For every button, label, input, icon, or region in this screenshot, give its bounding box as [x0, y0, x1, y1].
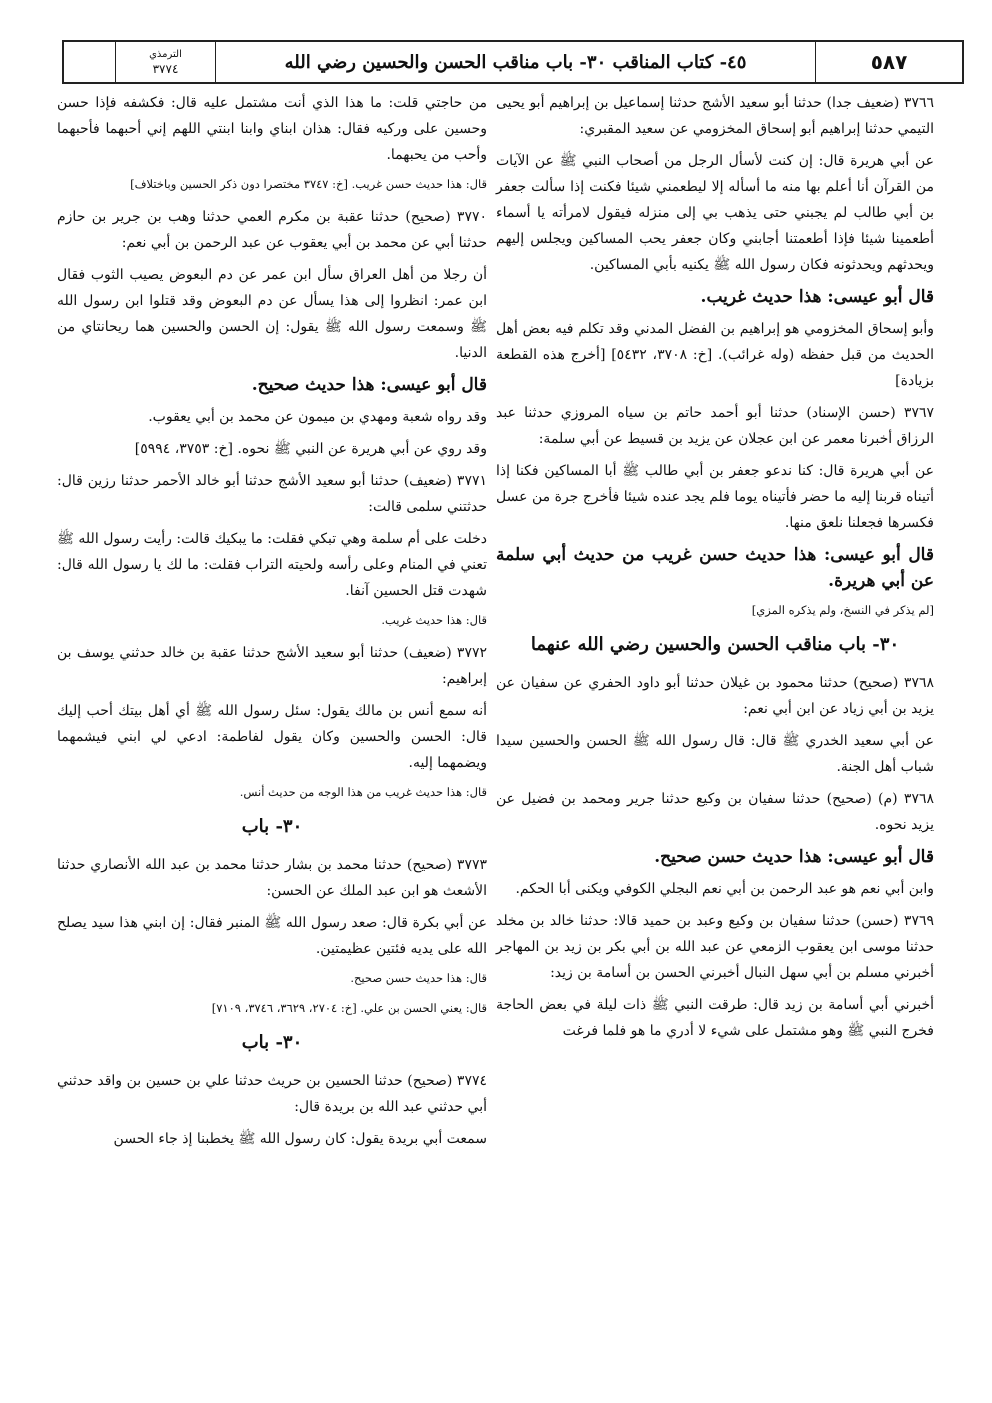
text-paragraph: وأبو إسحاق المخزومي هو إبراهيم بن الفضل المدني وقد تكلم فيه بعض أهل الحديث من قبل حفظه (وله غرائب). [خ: ٣٧٠٨، ٥٤٣٢] [أخرج هذه القطعة بزيادة]: [496, 321, 934, 389]
section-heading: ٣٠- باب: [241, 1032, 303, 1053]
grading-note: قال: يعني الحسن بن علي. [خ: ٢٧٠٤، ٣٦٢٩، ٣٧٤٦، ٧١٠٩]: [211, 1001, 487, 1015]
abu-isa-comment: قال أبو عيسى: هذا حديث غريب.: [700, 287, 934, 307]
text-paragraph: دخلت على أم سلمة وهي تبكي فقلت: ما يبكيك قالت: رأيت رسول الله ﷺ تعني في المنام وعلى رأسه ولحيته التراب فقلت: ما لك يا رسول الله قال: شهدت قتل الحسين آنفا.: [57, 531, 487, 599]
text-paragraph: وقد روي عن أبي هريرة عن النبي ﷺ نحوه. [خ: ٣٧٥٣، ٥٩٩٤]: [134, 441, 487, 457]
abu-isa-comment: قال أبو عيسى: هذا حديث حسن غريب من حديث أبي سلمة عن أبي هريرة.: [496, 545, 934, 591]
text-paragraph: ٣٧٦٩ (حسن) حدثنا سفيان بن وكيع وعبد بن حميد قالا: حدثنا خالد بن مخلد حدثنا موسى ابن يعقوب الزمعي عن عبد الله بن أبي بكر بن زيد بن المهاجر أخبرني مسلم بن أبي سهل النبال أخبرني الحسن بن أسامة بن زيد:: [496, 913, 934, 981]
header-chapter-title: ٤٥- كتاب المناقب ٣٠- باب مناقب الحسن والحسين رضي الله: [216, 42, 816, 82]
text-paragraph: ٣٧٧٣ (صحيح) حدثنا محمد بن بشار حدثنا محمد بن عبد الله الأنصاري حدثنا الأشعث هو ابن عبد الملك عن الحسن:: [57, 857, 487, 899]
grading-note: قال: هذا حديث حسن غريب. [خ: ٣٧٤٧ مختصرا دون ذكر الحسين وباختلاف]: [130, 177, 487, 191]
text-paragraph: عن أبي سعيد الخدري ﷺ قال: قال رسول الله ﷺ الحسن والحسين سيدا شباب أهل الجنة.: [496, 733, 934, 775]
section-heading: ٣٠- باب مناقب الحسن والحسين رضي الله عنهما: [530, 634, 900, 655]
text-paragraph: عن أبي هريرة قال: إن كنت لأسأل الرجل من أصحاب النبي ﷺ عن الآيات من القرآن أنا أعلم بها منه ما أسأله إلا ليطعمني شيئا فكنت إذا سألت جعفر بن أبي طالب لم يجبني حتى يذهب بي إلى منزله فيقول لامرأته يا أسماء أطعمينا شيئا فإذا أطعمتنا أجابني وكان جعفر يحب المساكين ويجلس إليهم ويحدثهم ويحدثونه فكان رسول الله ﷺ يكنيه بأبي المساكين.: [496, 153, 934, 273]
text-paragraph: ٣٧٧٠ (صحيح) حدثنا عقبة بن مكرم العمي حدثنا وهب بن جرير بن حازم حدثنا أبي عن محمد بن أبي يعقوب عن عبد الرحمن بن أبي نعم:: [57, 209, 487, 251]
header-page-number: ٥٨٧: [870, 50, 908, 74]
abu-isa-comment: قال أبو عيسى: هذا حديث حسن صحيح.: [654, 847, 934, 867]
text-paragraph: عن أبي هريرة قال: كنا ندعو جعفر بن أبي طالب ﷺ أبا المساكين فكنا إذا أتيناه قربنا إليه ما حضر فأتيناه يوما فلم يجد عنده شيئا فأخرج جرة من عسل فكسرها فجعلنا نلعق منها.: [496, 463, 934, 531]
header-reference-cell: [116, 42, 216, 82]
text-paragraph: سمعت أبي بريدة يقول: كان رسول الله ﷺ يخطبنا إذ جاء الحسن: [113, 1131, 487, 1147]
text-paragraph: ٣٧٦٧ (حسن الإسناد) حدثنا أبو أحمد حاتم بن سياه المروزي حدثنا عبد الرزاق أخبرنا معمر عن ابن عجلان عن يزيد بن قسيط عن أبي سلمة:: [496, 405, 934, 447]
text-paragraph: ٣٧٦٨ (م) (صحيح) حدثنا سفيان بن وكيع حدثنا جرير ومحمد بن فضيل عن يزيد نحوه.: [496, 791, 934, 833]
text-paragraph: أخبرني أبي أسامة بن زيد قال: طرقت النبي ﷺ ذات ليلة في بعض الحاجة فخرج النبي ﷺ وهو مشتمل على شيء لا أدري ما هو فلما فرغت: [496, 997, 934, 1039]
text-paragraph: ٣٧٦٦ (ضعيف جدا) حدثنا أبو سعيد الأشج حدثنا إسماعيل بن إبراهيم أبو يحيى التيمي حدثنا إبراهيم أبو إسحاق المخزومي عن سعيد المقبري:: [496, 95, 934, 137]
right-text-column: [496, 90, 934, 1050]
header-blank-cell: [64, 42, 116, 82]
text-paragraph: وابن أبي نعم هو عبد الرحمن بن أبي نعم البجلي الكوفي ويكنى أبا الحكم.: [515, 881, 934, 897]
grading-note: قال: هذا حديث حسن صحيح.: [350, 971, 487, 985]
grading-note: [لم يذكر في النسخ، ولم يذكره المزي]: [751, 603, 934, 617]
left-text-column: [57, 90, 487, 1158]
text-paragraph: ٣٧٧١ (ضعيف) حدثنا أبو سعيد الأشج حدثنا أبو خالد الأحمر حدثنا رزين قال: حدثتني سلمى قالت:: [57, 473, 487, 515]
text-paragraph: ٣٧٦٨ (صحيح) حدثنا محمود بن غيلان حدثنا أبو داود الحفري عن سفيان عن يزيد بن أبي زياد عن ابن أبي نعم:: [496, 675, 934, 717]
text-paragraph: ٣٧٧٤ (صحيح) حدثنا الحسين بن حريث حدثنا علي بن حسين بن واقد حدثني أبي حدثني عبد الله بن بريدة قال:: [57, 1073, 487, 1115]
grading-note: قال: هذا حديث غريب من هذا الوجه من حديث أنس.: [239, 785, 487, 799]
text-paragraph: أن رجلا من أهل العراق سأل ابن عمر عن دم البعوض يصيب الثوب فقال ابن عمر: انظروا إلى هذا يسأل عن دم البعوض وقد قتلوا ابن رسول الله ﷺ وسمعت رسول الله ﷺ يقول: إن الحسن والحسين هما ريحانتاي من الدنيا.: [57, 267, 487, 361]
text-paragraph: ٣٧٧٢ (ضعيف) حدثنا أبو سعيد الأشج حدثنا عقبة بن خالد حدثني يوسف بن إبراهيم:: [57, 645, 487, 687]
page-header: [62, 40, 964, 84]
header-ref-label: الترمذي: [149, 49, 182, 60]
section-heading: ٣٠- باب: [241, 816, 303, 837]
abu-isa-comment: قال أبو عيسى: هذا حديث صحيح.: [251, 375, 487, 395]
header-ref-number: ٣٧٧٤: [152, 62, 179, 76]
grading-note: قال: هذا حديث غريب.: [381, 613, 487, 627]
text-paragraph: من حاجتي قلت: ما هذا الذي أنت مشتمل عليه قال: فكشفه فإذا حسن وحسين على وركيه فقال: هذان ابناي وابنا ابنتي اللهم إني أحبهما فأحبهما وأحب من يحبهما.: [57, 95, 487, 163]
text-paragraph: وقد رواه شعبة ومهدي بن ميمون عن محمد بن أبي يعقوب.: [148, 409, 487, 425]
text-paragraph: عن أبي بكرة قال: صعد رسول الله ﷺ المنبر فقال: إن ابني هذا سيد يصلح الله على يديه فئتين عظيمتين.: [57, 915, 487, 957]
text-paragraph: أنه سمع أنس بن مالك يقول: سئل رسول الله ﷺ أي أهل بيتك أحب إليك قال: الحسن والحسين وكان يقول لفاطمة: ادعي لي ابني فيشمهما ويضمهما إليه.: [57, 703, 487, 771]
